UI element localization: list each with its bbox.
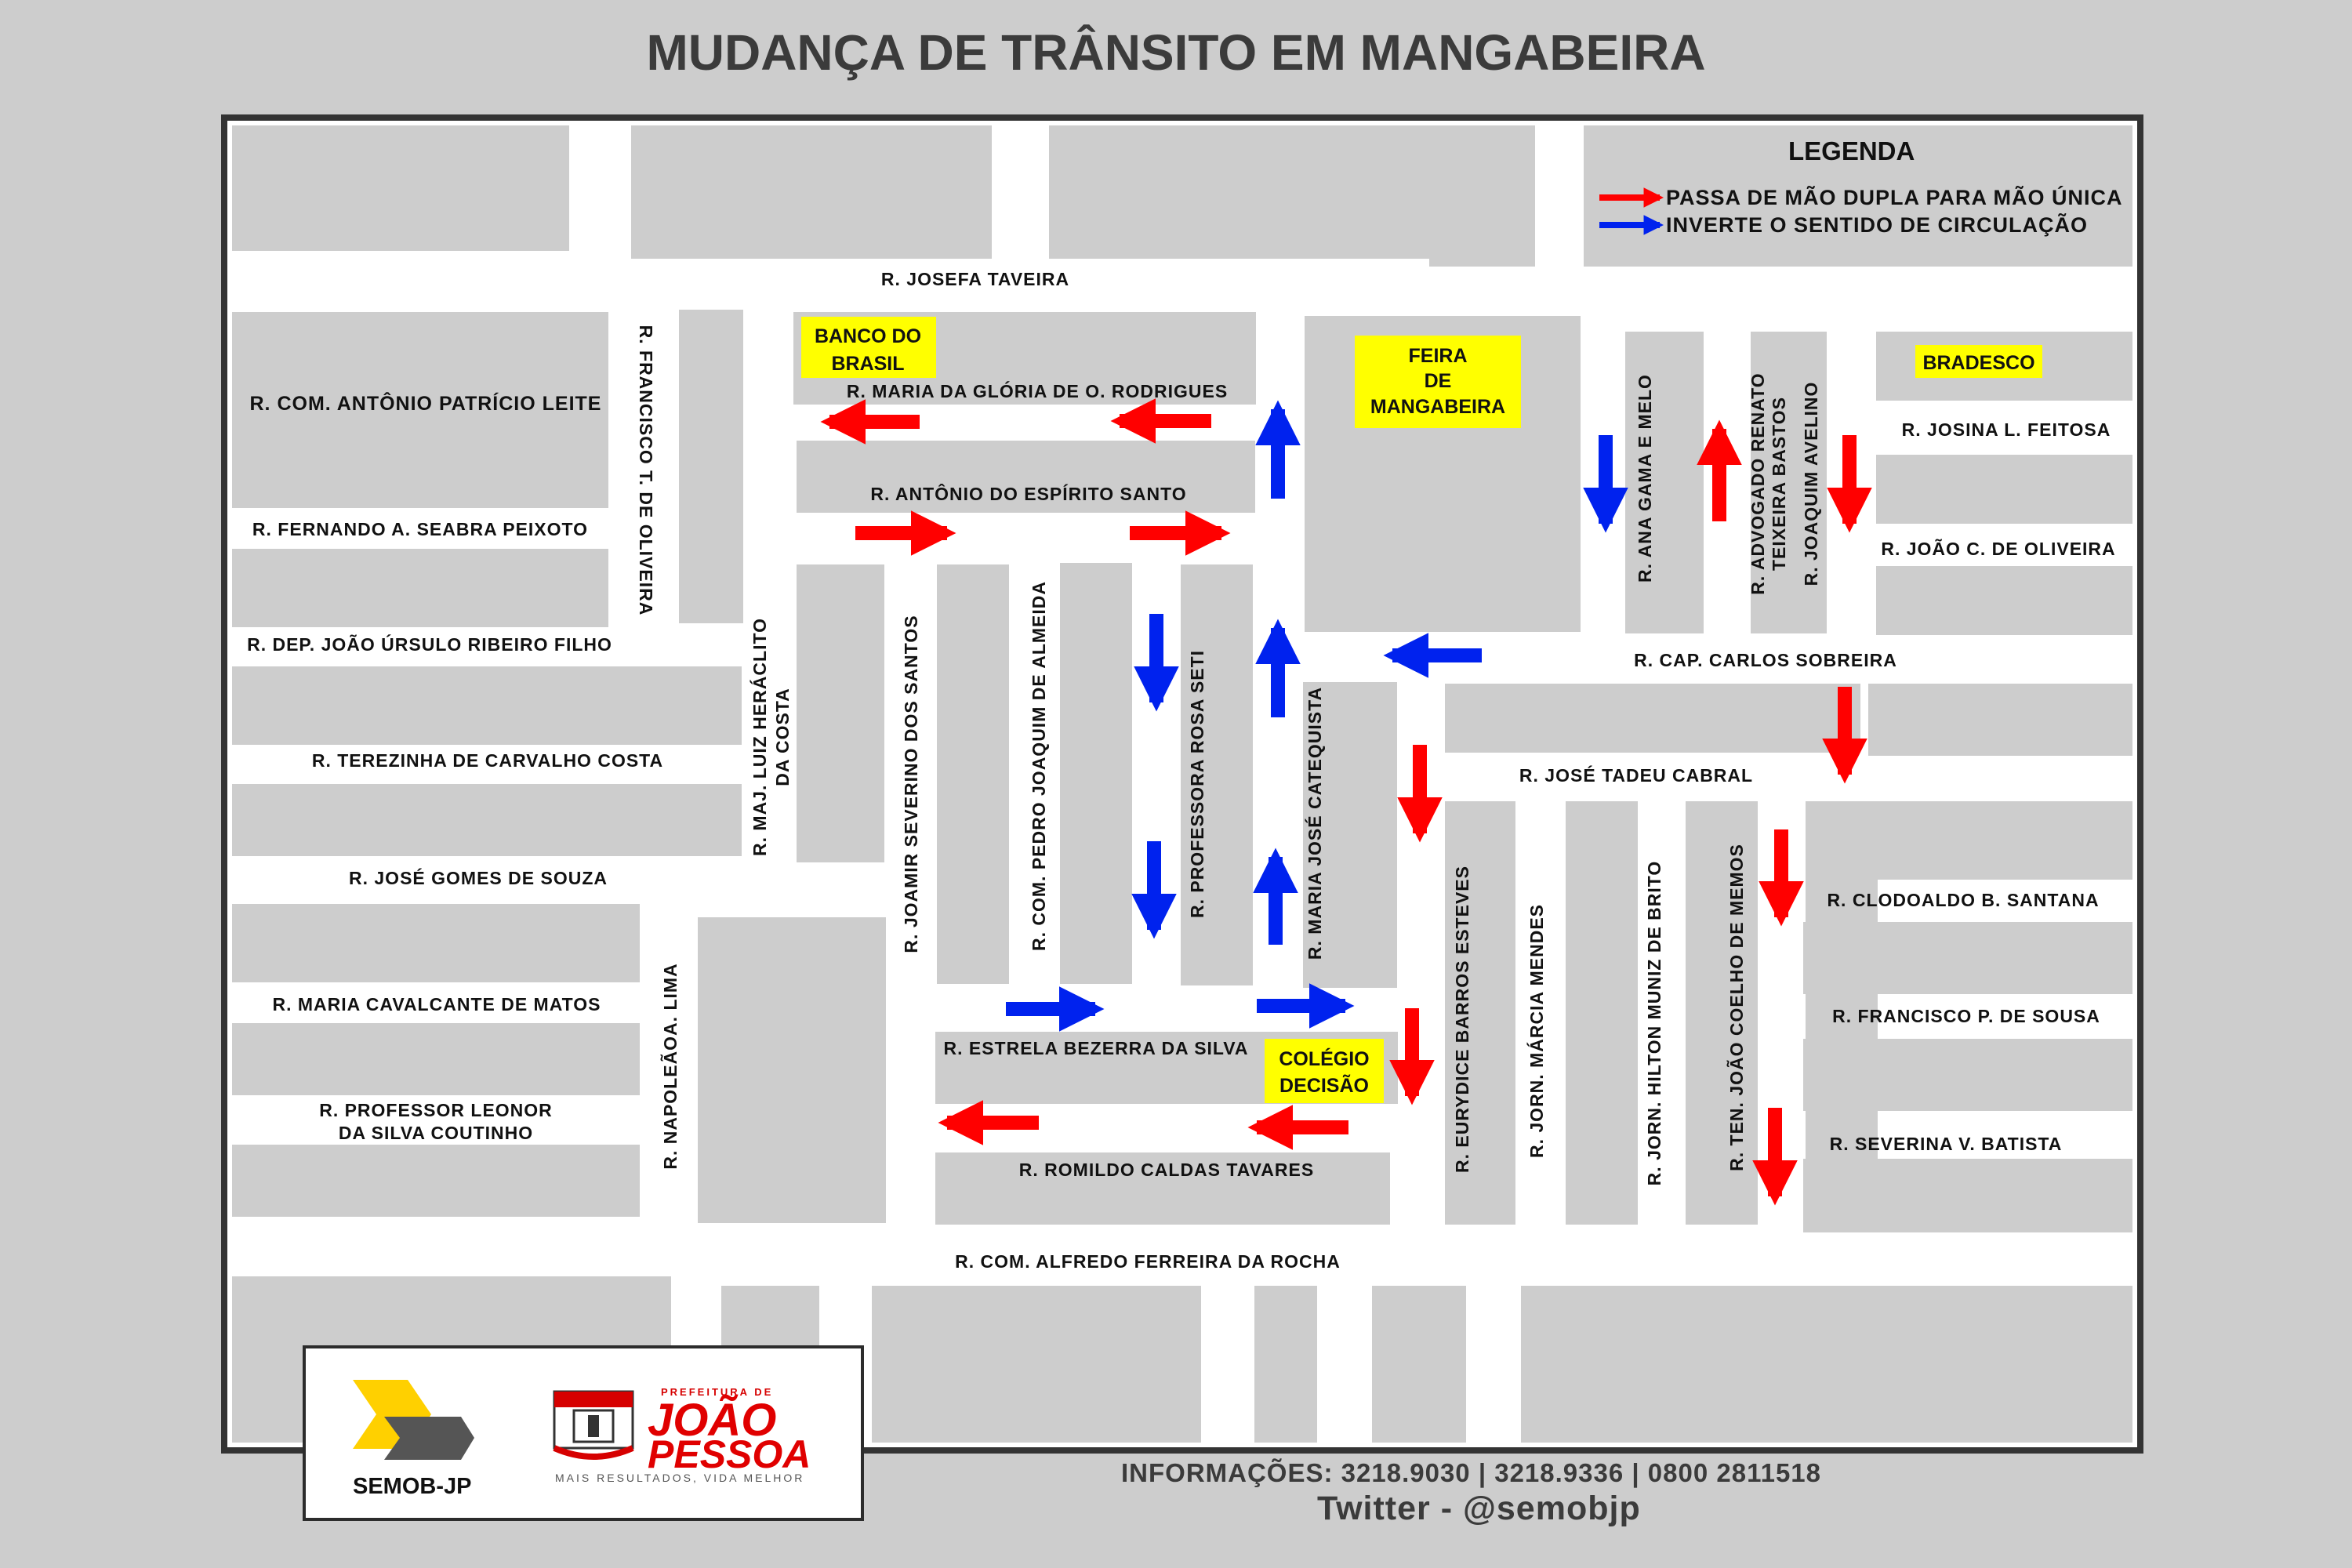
legend-item-red: PASSA DE MÃO DUPLA PARA MÃO ÚNICA xyxy=(1666,186,2123,209)
info-phones: INFORMAÇÕES: 3218.9030 | 3218.9336 | 0800 2811518 xyxy=(1121,1458,1822,1487)
block xyxy=(1254,1286,1317,1443)
prefeitura-small-label: PREFEITURA DE xyxy=(661,1386,774,1398)
block xyxy=(1809,801,2132,880)
bradesco-label: BRADESCO xyxy=(1922,352,2035,374)
street-josefa: R. JOSEFA TAVEIRA xyxy=(880,269,1070,289)
street-terezinha: R. TEREZINHA DE CARVALHO COSTA xyxy=(311,750,664,771)
block xyxy=(698,917,886,1223)
street-memos: R. TEN. JOÃO COELHO DE MEMOS xyxy=(1726,844,1747,1171)
block xyxy=(1876,455,2132,524)
feira-label-2: DE xyxy=(1424,370,1452,392)
block xyxy=(1566,801,1638,1225)
street-cavalcante: R. MARIA CAVALCANTE DE MATOS xyxy=(272,994,601,1014)
twitter-handle[interactable]: Twitter - @semobjp xyxy=(1317,1490,1641,1527)
street-joaoc: R. JOÃO C. DE OLIVEIRA xyxy=(1881,539,2116,559)
street-renato-1: R. ADVOGADO RENATO xyxy=(1748,372,1768,595)
block xyxy=(232,1023,640,1095)
street-avelino: R. JOAQUIM AVELINO xyxy=(1801,381,1821,586)
street-heraclito-1: R. MAJ. LUIZ HERÁCLITO xyxy=(750,618,770,856)
street-gloria: R. MARIA DA GLÓRIA DE O. RODRIGUES xyxy=(846,381,1229,401)
block xyxy=(1429,125,1535,267)
street-catequista: R. MARIA JOSÉ CATEQUISTA xyxy=(1305,686,1325,960)
block xyxy=(232,430,608,508)
block xyxy=(1686,801,1758,1225)
street-gomes: R. JOSÉ GOMES DE SOUZA xyxy=(349,868,608,888)
street-ursulo: R. DEP. JOÃO ÚRSULO RIBEIRO FILHO xyxy=(247,634,612,655)
block xyxy=(1876,566,2132,635)
banco-label-2: BRASIL xyxy=(831,353,905,375)
block xyxy=(1868,684,2132,756)
street-heraclito-2: DA COSTA xyxy=(772,688,793,786)
legend-title: LEGENDA xyxy=(1788,136,1915,165)
slogan: MAIS RESULTADOS, VIDA MELHOR xyxy=(555,1472,805,1484)
street-marcia: R. JORN. MÁRCIA MENDES xyxy=(1526,904,1547,1158)
street-leonor-1: R. PROFESSOR LEONOR xyxy=(319,1100,553,1120)
street-renato-2: TEIXEIRA BASTOS xyxy=(1769,396,1789,572)
block xyxy=(631,125,992,259)
street-antonio: R. ANTÔNIO DO ESPÍRITO SANTO xyxy=(870,484,1187,504)
page-title: MUDANÇA DE TRÂNSITO EM MANGABEIRA xyxy=(646,24,1706,81)
block xyxy=(1803,1039,2132,1111)
street-clodoaldo: R. CLODOALDO B. SANTANA xyxy=(1827,890,2100,910)
block xyxy=(232,784,742,856)
banco-label-1: BANCO DO xyxy=(814,325,922,347)
block xyxy=(1060,563,1132,984)
street-tadeu: R. JOSÉ TADEU CABRAL xyxy=(1519,765,1754,786)
street-ana: R. ANA GAMA E MELO xyxy=(1635,374,1655,583)
block xyxy=(1803,922,2132,994)
block xyxy=(1803,1159,2132,1232)
block xyxy=(232,904,640,982)
street-pedro: R. COM. PEDRO JOAQUIM DE ALMEIDA xyxy=(1029,581,1049,951)
street-francisco-p: R. FRANCISCO P. DE SOUSA xyxy=(1832,1006,2100,1026)
block xyxy=(797,564,884,862)
semob-logo-icon xyxy=(353,1374,474,1468)
block xyxy=(232,666,742,745)
street-alfredo: R. COM. ALFREDO FERREIRA DA ROCHA xyxy=(955,1251,1341,1272)
street-leonor-2: DA SILVA COUTINHO xyxy=(338,1123,534,1143)
joao-label: JOÃO xyxy=(648,1395,777,1446)
block xyxy=(232,125,569,251)
block xyxy=(232,1145,640,1217)
block xyxy=(1372,1286,1466,1443)
street-rosa: R. PROFESSORA ROSA SETI xyxy=(1187,649,1207,919)
semob-label: SEMOB-JP xyxy=(353,1474,472,1499)
street-hilton: R. JORN. HILTON MUNIZ DE BRITO xyxy=(1644,860,1664,1186)
pessoa-label: PESSOA xyxy=(648,1432,811,1476)
block xyxy=(1445,684,1860,753)
prefeitura-crest-icon xyxy=(550,1384,637,1466)
block xyxy=(937,564,1009,984)
legend-item-blue: INVERTE O SENTIDO DE CIRCULAÇÃO xyxy=(1666,213,2089,237)
colegio-label-1: COLÉGIO xyxy=(1279,1048,1370,1070)
block xyxy=(679,310,743,623)
colegio-label-2: DECISÃO xyxy=(1279,1075,1369,1097)
feira-label-1: FEIRA xyxy=(1408,345,1468,367)
feira-label-3: MANGABEIRA xyxy=(1370,396,1506,418)
street-severina: R. SEVERINA V. BATISTA xyxy=(1829,1134,2063,1154)
street-eurydice: R. EURYDICE BARROS ESTEVES xyxy=(1452,866,1472,1173)
street-fernando: R. FERNANDO A. SEABRA PEIXOTO xyxy=(252,519,589,539)
street-estrela: R. ESTRELA BEZERRA DA SILVA xyxy=(943,1038,1249,1058)
block xyxy=(232,549,608,627)
street-joamir: R. JOAMIR SEVERINO DOS SANTOS xyxy=(901,615,921,953)
block xyxy=(1871,1286,2132,1443)
block xyxy=(872,1286,1201,1443)
street-sobreira: R. CAP. CARLOS SOBREIRA xyxy=(1634,650,1897,670)
street-patricio: R. COM. ANTÔNIO PATRÍCIO LEITE xyxy=(249,393,602,415)
street-josina: R. JOSINA L. FEITOSA xyxy=(1901,419,2111,440)
street-romildo: R. ROMILDO CALDAS TAVARES xyxy=(1018,1160,1315,1180)
street-napoleao: R. NAPOLEÃOA. LIMA xyxy=(660,963,681,1170)
block xyxy=(1521,1286,1872,1443)
street-francisco-t: R. FRANCISCO T. DE OLIVEIRA xyxy=(636,325,656,616)
